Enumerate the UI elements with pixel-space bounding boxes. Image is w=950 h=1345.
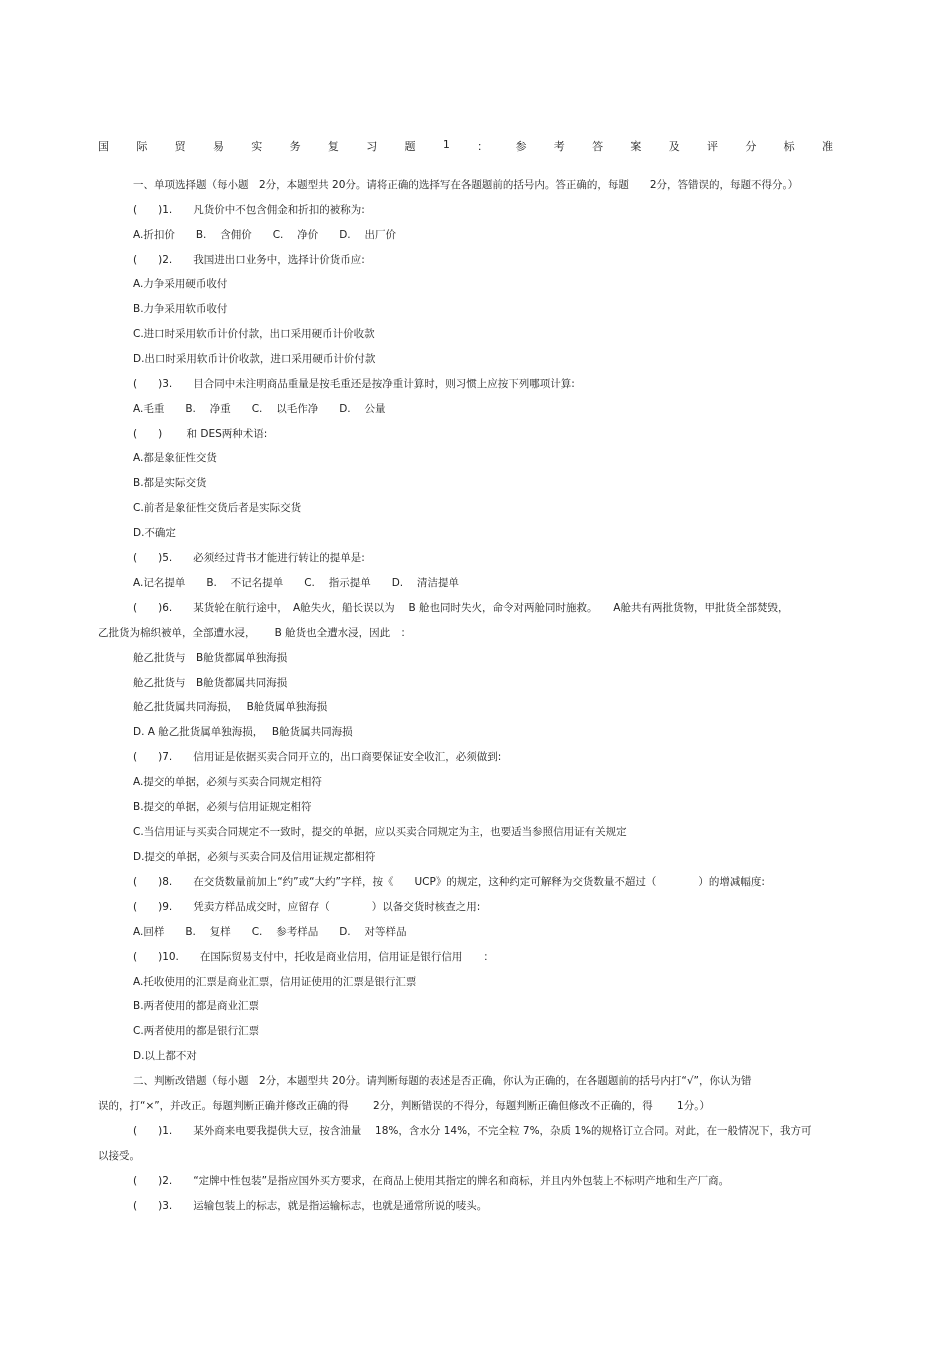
title-char: 案 bbox=[630, 140, 642, 153]
option-line: C.当信用证与买卖合同规定不一致时，提交的单据，应以买卖合同规定为主，也要适当参照信用证有关规定 bbox=[133, 826, 627, 838]
title-char: 标 bbox=[783, 140, 795, 153]
question-line: ( )6. 某货轮在航行途中， A舱失火，船长误以为 B 舱也同时失火，命令对两舱同时施救。 A舱共有两批货物，甲批货全部焚毁， bbox=[133, 602, 789, 614]
title-char: 参 bbox=[515, 140, 527, 153]
option-line: C.前者是象征性交货后者是实际交货 bbox=[133, 502, 302, 514]
option-line: C.两者使用的都是银行汇票 bbox=[133, 1025, 260, 1037]
option-line: A.回样 B. 复样 C. 参考样品 D. 对等样品 bbox=[133, 926, 407, 938]
option-line: A.都是象征性交货 bbox=[133, 452, 217, 464]
option-line: B.力争采用软币收付 bbox=[133, 303, 228, 315]
title-char: 1 bbox=[442, 138, 450, 151]
title-char: 贸 bbox=[174, 140, 186, 153]
title-char: 考 bbox=[553, 140, 565, 153]
title-char: 分 bbox=[745, 140, 757, 153]
option-line: D.不确定 bbox=[133, 527, 176, 539]
question-line: ( )10. 在国际贸易支付中，托收是商业信用，信用证是银行信用 ： bbox=[133, 951, 494, 963]
question-line: ( )2. “定牌中性包装”是指应国外买方要求，在商品上使用其指定的牌名和商标，并且内外包装上不标明产地和生产厂商。 bbox=[133, 1175, 730, 1187]
option-line: A.折扣价 B. 含佣价 C. 净价 D. 出厂价 bbox=[133, 229, 396, 241]
question-line: ( )3. 目合同中未注明商品重量是按毛重还是按净重计算时，则习惯上应按下列哪项计算: bbox=[133, 378, 575, 390]
title-char: 评 bbox=[707, 140, 718, 153]
option-line: D.以上都不对 bbox=[133, 1050, 197, 1062]
question-line: ( )1. 某外商来电要我提供大豆，按含油量 18%，含水分 14%，不完全粒 7%，杂质 1%的规格订立合同。对此，在一般情况下，我方可 bbox=[133, 1125, 812, 1137]
option-line: B.都是实际交货 bbox=[133, 477, 207, 489]
option-line: 舱乙批货与 B舱货都属共同海损 bbox=[133, 677, 288, 689]
question-line-continued: 以接受。 bbox=[98, 1150, 140, 1162]
section-heading: 一、单项选择题（每小题 2分，本题型共 20分。请将正确的选择写在各题题前的括号内。答正确的，每题 2分，答错误的，每题不得分。） bbox=[133, 179, 799, 191]
option-line: D.提交的单据，必须与买卖合同及信用证规定都相符 bbox=[133, 851, 376, 863]
option-line: B.提交的单据，必须与信用证规定相符 bbox=[133, 801, 312, 813]
title-char: 准 bbox=[821, 140, 833, 153]
title-char: 国 bbox=[98, 140, 109, 153]
title-char: 务 bbox=[289, 140, 301, 153]
question-line: ( )8. 在交货数量前加上“约”或“大约”字样，按《 UCP》的规定，这种约定可解释为交货数量不超过（ ）的增减幅度: bbox=[133, 876, 765, 888]
page-title bbox=[98, 138, 833, 154]
title-char: 及 bbox=[668, 140, 680, 153]
question-line: ( ) 和 DES两种术语: bbox=[133, 428, 268, 440]
section-heading-continued: 误的，打“×”，并改正。每题判断正确并修改正确的得 2分，判断错误的不得分，每题判断正确但修改不正确的，得 1分。） bbox=[98, 1100, 710, 1112]
option-line: B.两者使用的都是商业汇票 bbox=[133, 1000, 260, 1012]
option-line: 舱乙批货属共同海损， B舱货属单独海损 bbox=[133, 701, 328, 713]
question-line: ( )9. 凭卖方样品成交时，应留存（ ）以备交货时核查之用: bbox=[133, 901, 481, 913]
option-line: D.出口时采用软币计价收款，进口采用硬币计价付款 bbox=[133, 353, 376, 365]
title-char: 习 bbox=[366, 140, 378, 153]
title-char: 题 bbox=[404, 140, 416, 153]
title-char: 复 bbox=[327, 140, 339, 153]
section-heading: 二、判断改错题（每小题 2分，本题型共 20分。请判断每题的表述是否正确，你认为正确的，在各题题前的括号内打“√”，你认为错 bbox=[133, 1075, 752, 1087]
option-line: A.提交的单据，必须与买卖合同规定相符 bbox=[133, 776, 322, 788]
option-line: A.力争采用硬币收付 bbox=[133, 278, 228, 290]
option-line: C.进口时采用软币计价付款，出口采用硬币计价收款 bbox=[133, 328, 375, 340]
question-line: ( )5. 必须经过背书才能进行转让的提单是: bbox=[133, 552, 365, 564]
question-line-continued: 乙批货为棉织被单，全部遭水浸， B 舱货也全遭水浸，因此 ： bbox=[98, 627, 412, 639]
title-char: ： bbox=[477, 140, 489, 153]
option-line: A.记名提单 B. 不记名提单 C. 指示提单 D. 清洁提单 bbox=[133, 577, 459, 589]
question-line: ( )7. 信用证是依据买卖合同开立的，出口商要保证安全收汇，必须做到: bbox=[133, 751, 502, 763]
option-line: A.毛重 B. 净重 C. 以毛作净 D. 公量 bbox=[133, 403, 386, 415]
question-line: ( )1. 凡货价中不包含佣金和折扣的被称为: bbox=[133, 204, 365, 216]
title-char: 实 bbox=[251, 140, 263, 153]
title-char: 答 bbox=[592, 140, 604, 153]
option-line: D. A 舱乙批货属单独海损， B舱货属共同海损 bbox=[133, 726, 353, 738]
question-line: ( )2. 我国进出口业务中，选择计价货币应: bbox=[133, 254, 365, 266]
title-char: 易 bbox=[212, 140, 224, 153]
option-line: A.托收使用的汇票是商业汇票，信用证使用的汇票是银行汇票 bbox=[133, 976, 417, 988]
question-line: ( )3. 运输包装上的标志，就是指运输标志，也就是通常所说的唛头。 bbox=[133, 1200, 488, 1212]
option-line: 舱乙批货与 B舱货都属单独海损 bbox=[133, 652, 288, 664]
title-char: 际 bbox=[136, 140, 148, 153]
